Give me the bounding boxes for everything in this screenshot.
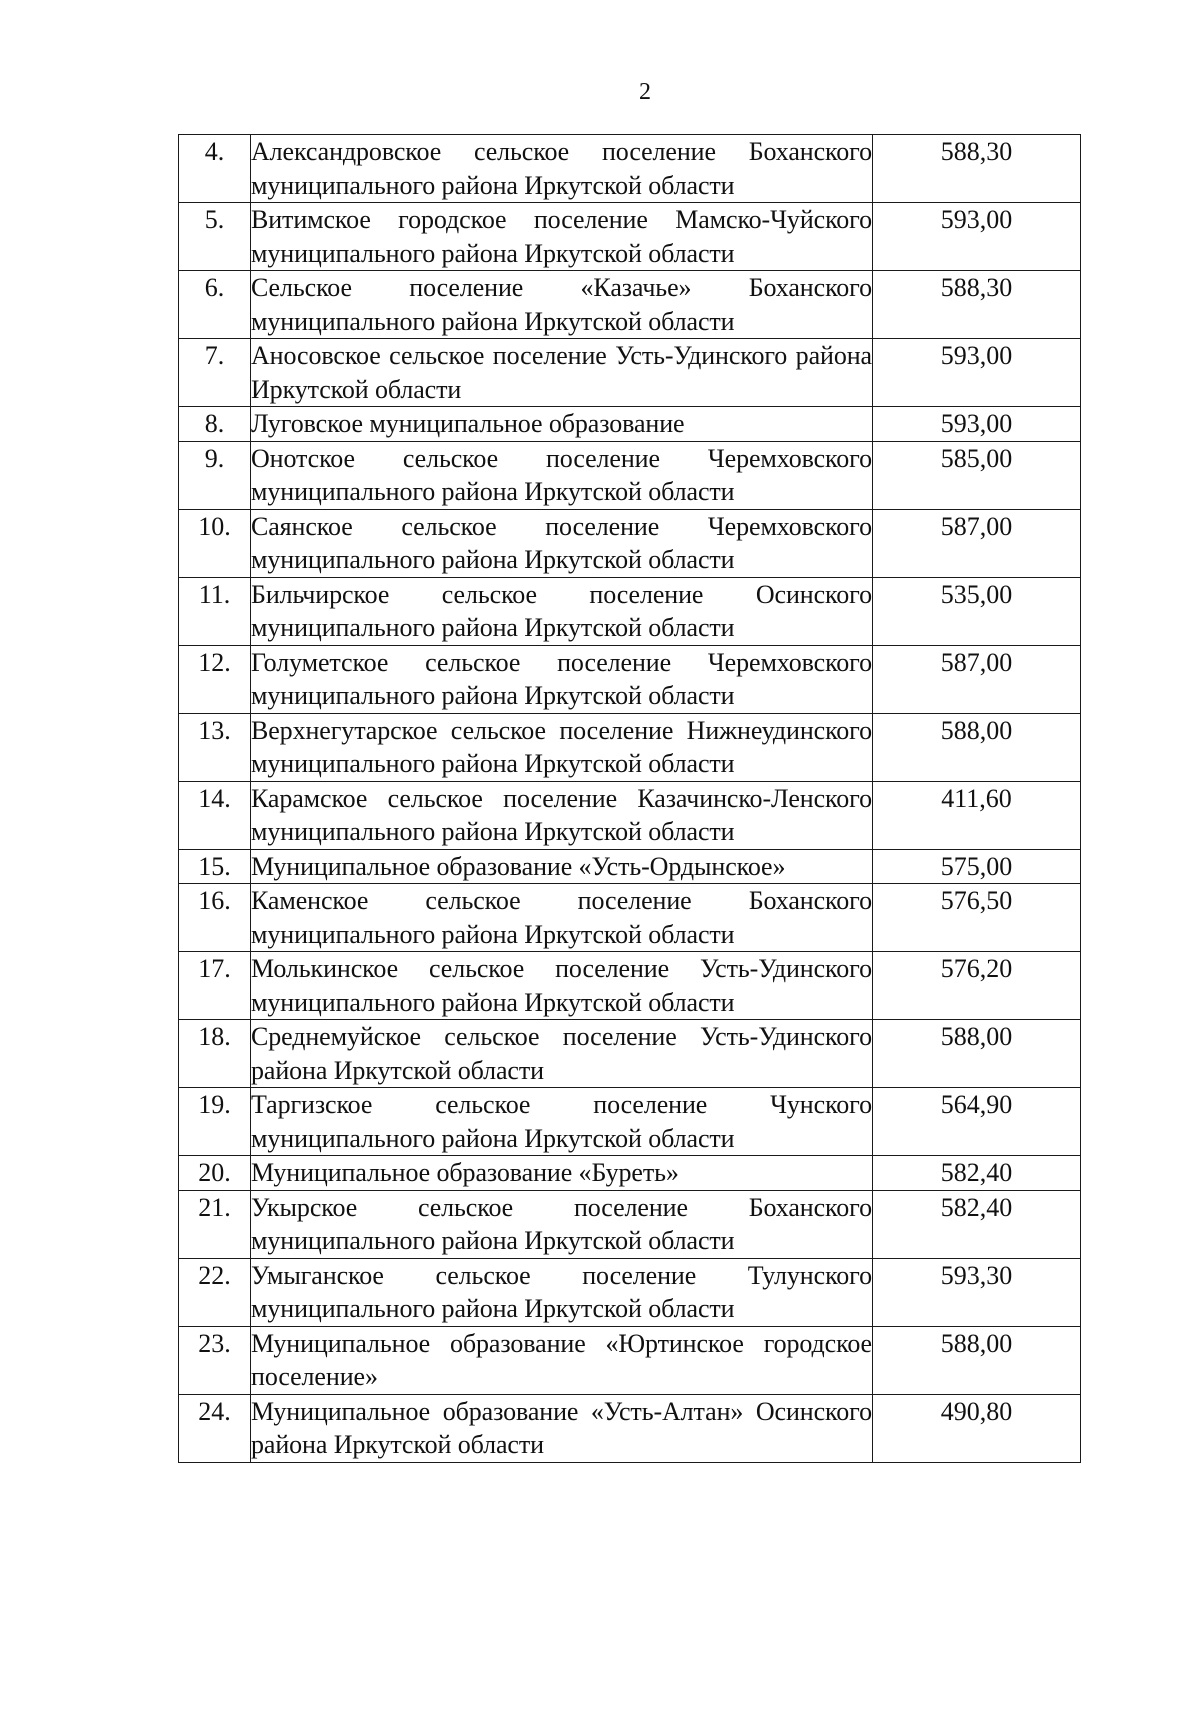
- settlement-value: 576,20: [873, 952, 1081, 1020]
- table-row: [179, 135, 1081, 203]
- settlement-value: 582,40: [873, 1190, 1081, 1258]
- settlement-name: Карамское сельское поселение Казачинско-Ленского муниципального района Иркутской области: [251, 781, 873, 849]
- table-row: [179, 577, 1081, 645]
- row-number: 15.: [179, 849, 251, 884]
- settlement-name: Таргизское сельское поселение Чунского муниципального района Иркутской области: [251, 1088, 873, 1156]
- table-row: [179, 509, 1081, 577]
- settlement-value: 411,60: [873, 781, 1081, 849]
- settlement-value: 588,30: [873, 135, 1081, 203]
- row-number: 19.: [179, 1088, 251, 1156]
- settlement-name: Витимское городское поселение Мамско-Чуйского муниципального района Иркутской области: [251, 203, 873, 271]
- table-row: [179, 952, 1081, 1020]
- row-number: 14.: [179, 781, 251, 849]
- settlement-value: 490,80: [873, 1394, 1081, 1462]
- settlement-name: Онотское сельское поселение Черемховского муниципального района Иркутской области: [251, 441, 873, 509]
- row-number: 18.: [179, 1020, 251, 1088]
- row-number: 16.: [179, 884, 251, 952]
- row-number: 11.: [179, 577, 251, 645]
- table-row: [179, 407, 1081, 442]
- settlement-name: Луговское муниципальное образование: [251, 407, 873, 442]
- settlement-value: 585,00: [873, 441, 1081, 509]
- table-row: [179, 1190, 1081, 1258]
- settlement-name: Муниципальное образование «Буреть»: [251, 1156, 873, 1191]
- row-number: 23.: [179, 1326, 251, 1394]
- settlement-name: Сельское поселение «Казачье» Боханского муниципального района Иркутской области: [251, 271, 873, 339]
- row-number: 6.: [179, 271, 251, 339]
- settlement-name: Бильчирское сельское поселение Осинского муниципального района Иркутской области: [251, 577, 873, 645]
- table-row: [179, 713, 1081, 781]
- row-number: 20.: [179, 1156, 251, 1191]
- settlement-value: 587,00: [873, 645, 1081, 713]
- settlement-name: Укырское сельское поселение Боханского муниципального района Иркутской области: [251, 1190, 873, 1258]
- settlement-name: Александровское сельское поселение Боханского муниципального района Иркутской области: [251, 135, 873, 203]
- table-row: [179, 884, 1081, 952]
- table-row: [179, 1258, 1081, 1326]
- row-number: 9.: [179, 441, 251, 509]
- settlement-name: Муниципальное образование «Усть-Ордынское»: [251, 849, 873, 884]
- settlement-name: Молькинское сельское поселение Усть-Удинского муниципального района Иркутской области: [251, 952, 873, 1020]
- row-number: 5.: [179, 203, 251, 271]
- table-row: [179, 1326, 1081, 1394]
- settlement-value: 588,00: [873, 1020, 1081, 1088]
- settlement-value: 588,00: [873, 1326, 1081, 1394]
- settlement-name: Муниципальное образование «Юртинское городское поселение»: [251, 1326, 873, 1394]
- settlement-value: 535,00: [873, 577, 1081, 645]
- table-row: [179, 1156, 1081, 1191]
- settlement-value: 593,00: [873, 407, 1081, 442]
- settlement-value: 575,00: [873, 849, 1081, 884]
- page-number: 2: [639, 79, 651, 105]
- settlement-value: 593,00: [873, 339, 1081, 407]
- settlement-value: 564,90: [873, 1088, 1081, 1156]
- row-number: 22.: [179, 1258, 251, 1326]
- row-number: 8.: [179, 407, 251, 442]
- row-number: 21.: [179, 1190, 251, 1258]
- settlement-name: Умыганское сельское поселение Тулунского муниципального района Иркутской области: [251, 1258, 873, 1326]
- settlement-name: Саянское сельское поселение Черемховского муниципального района Иркутской области: [251, 509, 873, 577]
- settlement-name: Верхнегутарское сельское поселение Нижнеудинского муниципального района Иркутской области: [251, 713, 873, 781]
- table-row: [179, 645, 1081, 713]
- settlement-name: Муниципальное образование «Усть-Алтан» Осинского района Иркутской области: [251, 1394, 873, 1462]
- row-number: 17.: [179, 952, 251, 1020]
- settlement-value: 582,40: [873, 1156, 1081, 1191]
- row-number: 13.: [179, 713, 251, 781]
- settlement-name: Каменское сельское поселение Боханского муниципального района Иркутской области: [251, 884, 873, 952]
- settlement-value: 593,00: [873, 203, 1081, 271]
- settlement-value: 587,00: [873, 509, 1081, 577]
- settlement-value: 576,50: [873, 884, 1081, 952]
- table-row: [179, 339, 1081, 407]
- settlement-value: 593,30: [873, 1258, 1081, 1326]
- settlement-name: Голуметское сельское поселение Черемховского муниципального района Иркутской области: [251, 645, 873, 713]
- settlement-value: 588,30: [873, 271, 1081, 339]
- settlement-name: Аносовское сельское поселение Усть-Удинского района Иркутской области: [251, 339, 873, 407]
- table-row: [179, 849, 1081, 884]
- row-number: 7.: [179, 339, 251, 407]
- row-number: 12.: [179, 645, 251, 713]
- table-row: [179, 1394, 1081, 1462]
- table-body: [179, 135, 1081, 1463]
- table-row: [179, 781, 1081, 849]
- table-row: [179, 271, 1081, 339]
- table-row: [179, 1088, 1081, 1156]
- settlements-table: [178, 134, 1081, 1463]
- settlement-value: 588,00: [873, 713, 1081, 781]
- table-row: [179, 441, 1081, 509]
- row-number: 10.: [179, 509, 251, 577]
- table-row: [179, 203, 1081, 271]
- table-row: [179, 1020, 1081, 1088]
- settlement-name: Среднемуйское сельское поселение Усть-Удинского района Иркутской области: [251, 1020, 873, 1088]
- row-number: 4.: [179, 135, 251, 203]
- row-number: 24.: [179, 1394, 251, 1462]
